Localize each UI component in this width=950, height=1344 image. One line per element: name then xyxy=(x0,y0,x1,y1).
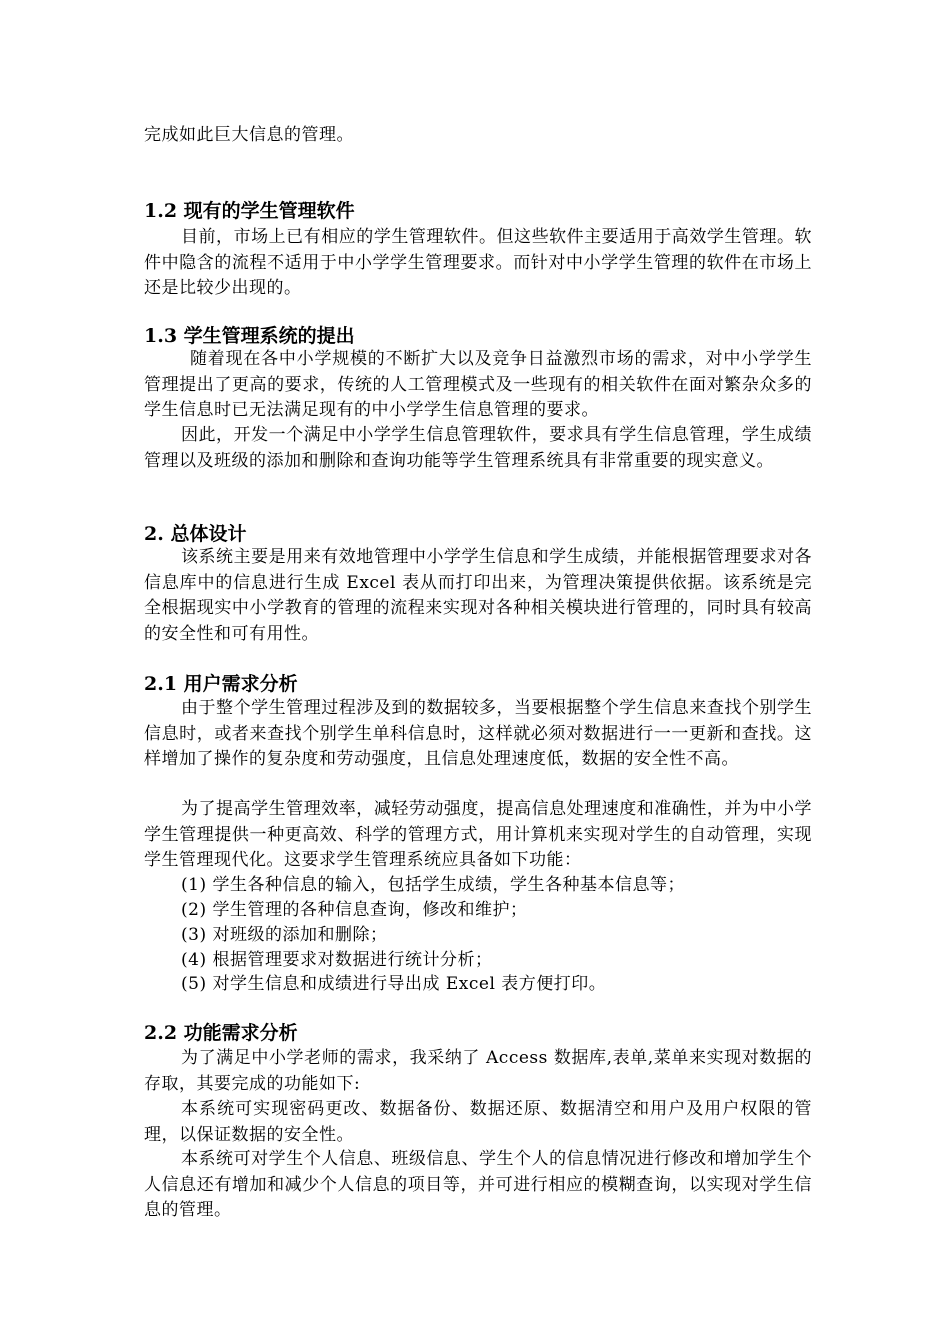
paragraph-2-2-a: 为了满足中小学老师的需求，我采纳了 Access 数据库,表单,菜单来实现对数据的存取，其要完成的功能如下: xyxy=(144,1048,812,1094)
heading-2-1: 2.1 用户需求分析 xyxy=(144,673,298,695)
heading-2-2: 2.2 功能需求分析 xyxy=(144,1022,298,1044)
list-item: (5) 对学生信息和成绩进行导出成 Excel 表方便打印。 xyxy=(181,974,607,994)
paragraph-2-a: 该系统主要是用来有效地管理中小学学生信息和学生成绩，并能根据管理要求对各信息库中的信息进行生成 Excel 表从而打印出来，为管理决策提供依据。该系统是完全根据现实中小学教育的管理的流程来实现对各种相关模块进行管理的，同时具有较高的安全性和可有用性。 xyxy=(144,547,812,644)
paragraph-1-3-b: 因此，开发一个满足中小学学生信息管理软件，要求具有学生信息管理，学生成绩管理以及班级的添加和删除和查询功能等学生管理系统具有非常重要的现实意义。 xyxy=(144,425,812,471)
paragraph-2-1-b: 为了提高学生管理效率，减轻劳动强度，提高信息处理速度和准确性，并为中小学学生管理提供一种更高效、科学的管理方式，用计算机来实现对学生的自动管理，实现学生管理现代化。这要求学生管理系统应具备如下功能： xyxy=(144,799,812,870)
paragraph-2-2-b: 本系统可实现密码更改、数据备份、数据还原、数据清空和用户及用户权限的管理，以保证数据的安全性。 xyxy=(144,1099,812,1145)
list-item: (2) 学生管理的各种信息查询，修改和维护； xyxy=(181,900,528,920)
heading-1-3: 1.3 学生管理系统的提出 xyxy=(144,325,355,347)
heading-2: 2. 总体设计 xyxy=(144,523,247,545)
paragraph-2-1-a: 由于整个学生管理过程涉及到的数据较多，当要根据整个学生信息来查找个别学生信息时，或者来查找个别学生单科信息时，这样就必须对数据进行一一更新和查找。这样增加了操作的复杂度和劳动强度，且信息处理速度低，数据的安全性不高。 xyxy=(144,698,812,769)
list-item: (3) 对班级的添加和删除； xyxy=(181,925,388,945)
heading-1-2: 1.2 现有的学生管理软件 xyxy=(144,200,355,222)
list-item: (1) 学生各种信息的输入，包括学生成绩，学生各种基本信息等； xyxy=(181,875,685,895)
paragraph-1-3-a: 随着现在各中小学规模的不断扩大以及竞争日益激烈市场的需求，对中小学学生管理提出了更高的要求，传统的人工管理模式及一些现有的相关软件在面对繁杂众多的学生信息时已无法满足现有的中小学学生信息管理的要求。 xyxy=(144,349,812,420)
paragraph-1-2-a: 目前，市场上已有相应的学生管理软件。但这些软件主要适用于高效学生管理。软件中隐含的流程不适用于中小学学生管理要求。而针对中小学学生管理的软件在市场上还是比较少出现的。 xyxy=(144,227,812,298)
paragraph-intro-tail: 完成如此巨大信息的管理。 xyxy=(144,125,354,145)
paragraph-2-2-c: 本系统可对学生个人信息、班级信息、学生个人的信息情况进行修改和增加学生个人信息还有增加和减少个人信息的项目等，并可进行相应的模糊查询，以实现对学生信息的管理。 xyxy=(144,1149,812,1220)
list-item: (4) 根据管理要求对数据进行统计分析； xyxy=(181,950,493,970)
